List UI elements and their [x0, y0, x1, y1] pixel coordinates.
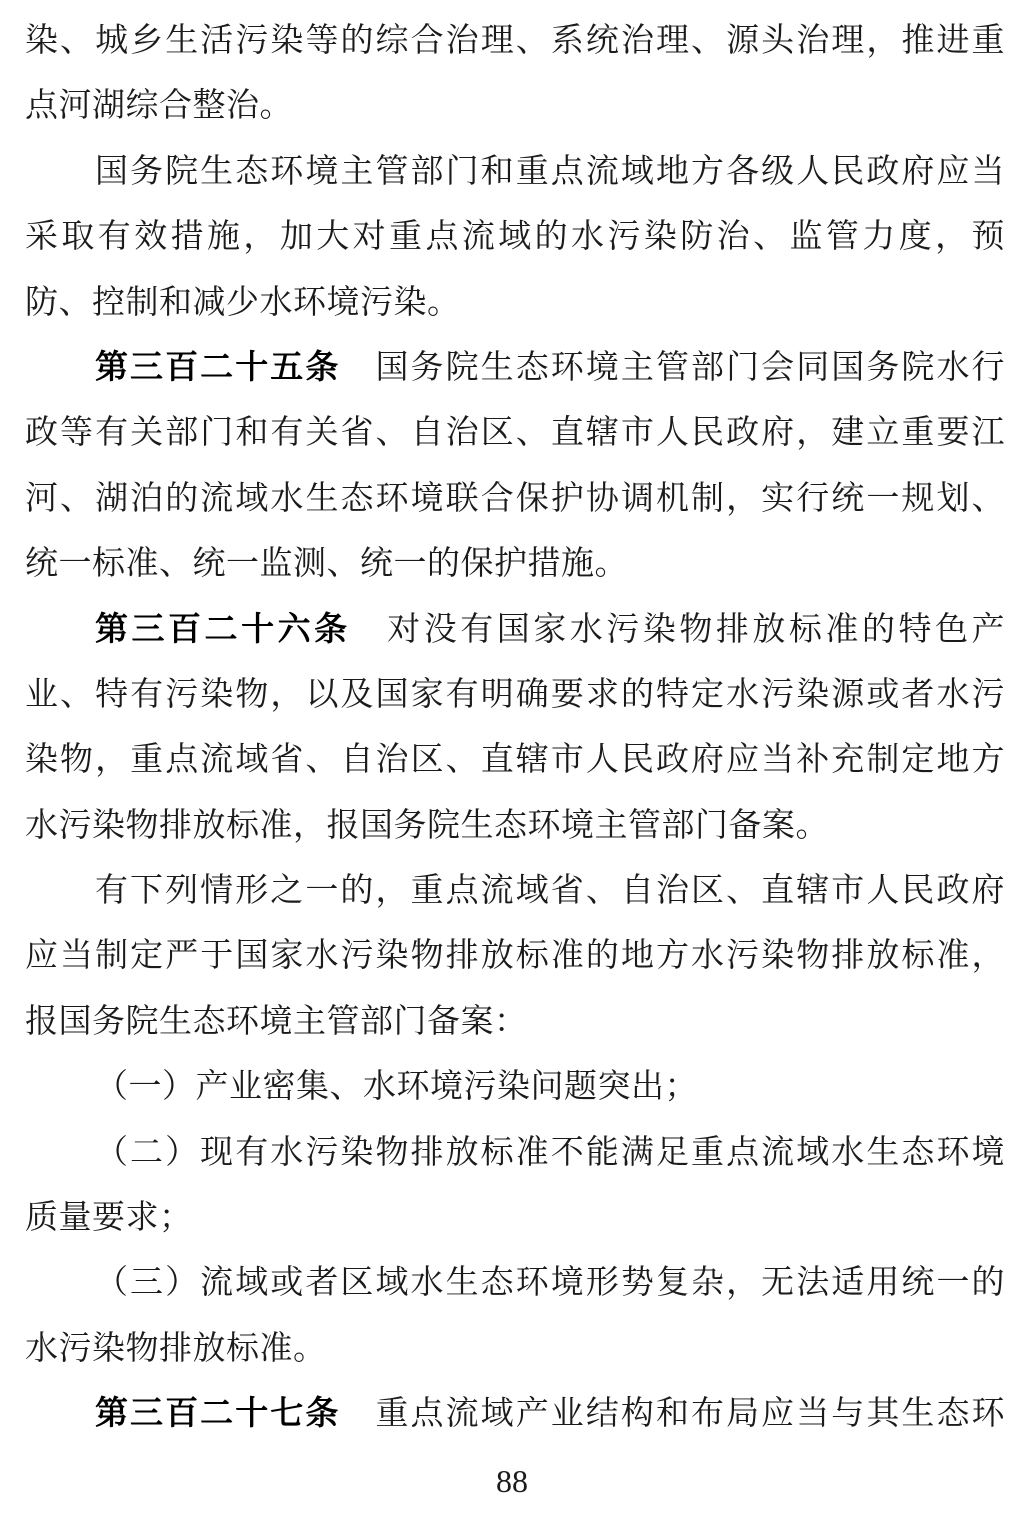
article-326-line — [25, 598, 1005, 663]
text-line: 质量要求； — [25, 1200, 193, 1237]
article-325-number: 第三百二十五条 — [95, 349, 341, 386]
list-item-3: （三）流域或者区域水生态环境形势复杂，无法适用统一的 — [95, 1265, 1005, 1302]
text-line: 统一标准、统一监测、统一的保护措施。 — [25, 546, 628, 583]
text-line: 应当制定严于国家水污染物排放标准的地方水污染物排放标准， — [25, 938, 1005, 975]
article-327-line — [25, 1382, 1005, 1447]
text-line: 有下列情形之一的，重点流域省、自治区、直辖市人民政府 — [95, 873, 1005, 910]
text-line: 河、湖泊的流域水生态环境联合保护协调机制，实行统一规划、 — [25, 480, 1005, 517]
article-325-line — [25, 336, 1005, 401]
list-item-1: （一）产业密集、水环境污染问题突出； — [95, 1069, 698, 1106]
text-line: 业、特有污染物，以及国家有明确要求的特定水污染源或者水污 — [25, 676, 1005, 713]
text-line: 政等有关部门和有关省、自治区、直辖市人民政府，建立重要江 — [25, 415, 1005, 452]
page-number: 88 — [496, 1462, 528, 1499]
article-327-number: 第三百二十七条 — [95, 1396, 341, 1433]
text-line: 采取有效措施，加大对重点流域的水污染防治、监管力度，预 — [25, 219, 1005, 256]
text-line: 点河湖综合整治。 — [25, 88, 293, 125]
text-line: 国务院生态环境主管部门会同国务院水行 — [340, 349, 1005, 386]
text-line: 对没有国家水污染物排放标准的特色产 — [350, 611, 1005, 648]
list-item-2: （二）现有水污染物排放标准不能满足重点流域水生态环境 — [95, 1134, 1005, 1171]
text-line: 国务院生态环境主管部门和重点流域地方各级人民政府应当 — [95, 153, 1005, 190]
text-line: 报国务院生态环境主管部门备案： — [25, 1003, 528, 1040]
text-line: 防、控制和减少水环境污染。 — [25, 284, 461, 321]
text-line: 重点流域产业结构和布局应当与其生态环 — [340, 1396, 1005, 1433]
text-line: 染物，重点流域省、自治区、直辖市人民政府应当补充制定地方 — [25, 742, 1005, 779]
text-line: 水污染物排放标准。 — [25, 1330, 327, 1367]
text-line: 染、城乡生活污染等的综合治理、系统治理、源头治理，推进重 — [25, 23, 1005, 59]
text-line: 水污染物排放标准，报国务院生态环境主管部门备案。 — [25, 807, 829, 844]
article-326-number: 第三百二十六条 — [95, 611, 351, 648]
